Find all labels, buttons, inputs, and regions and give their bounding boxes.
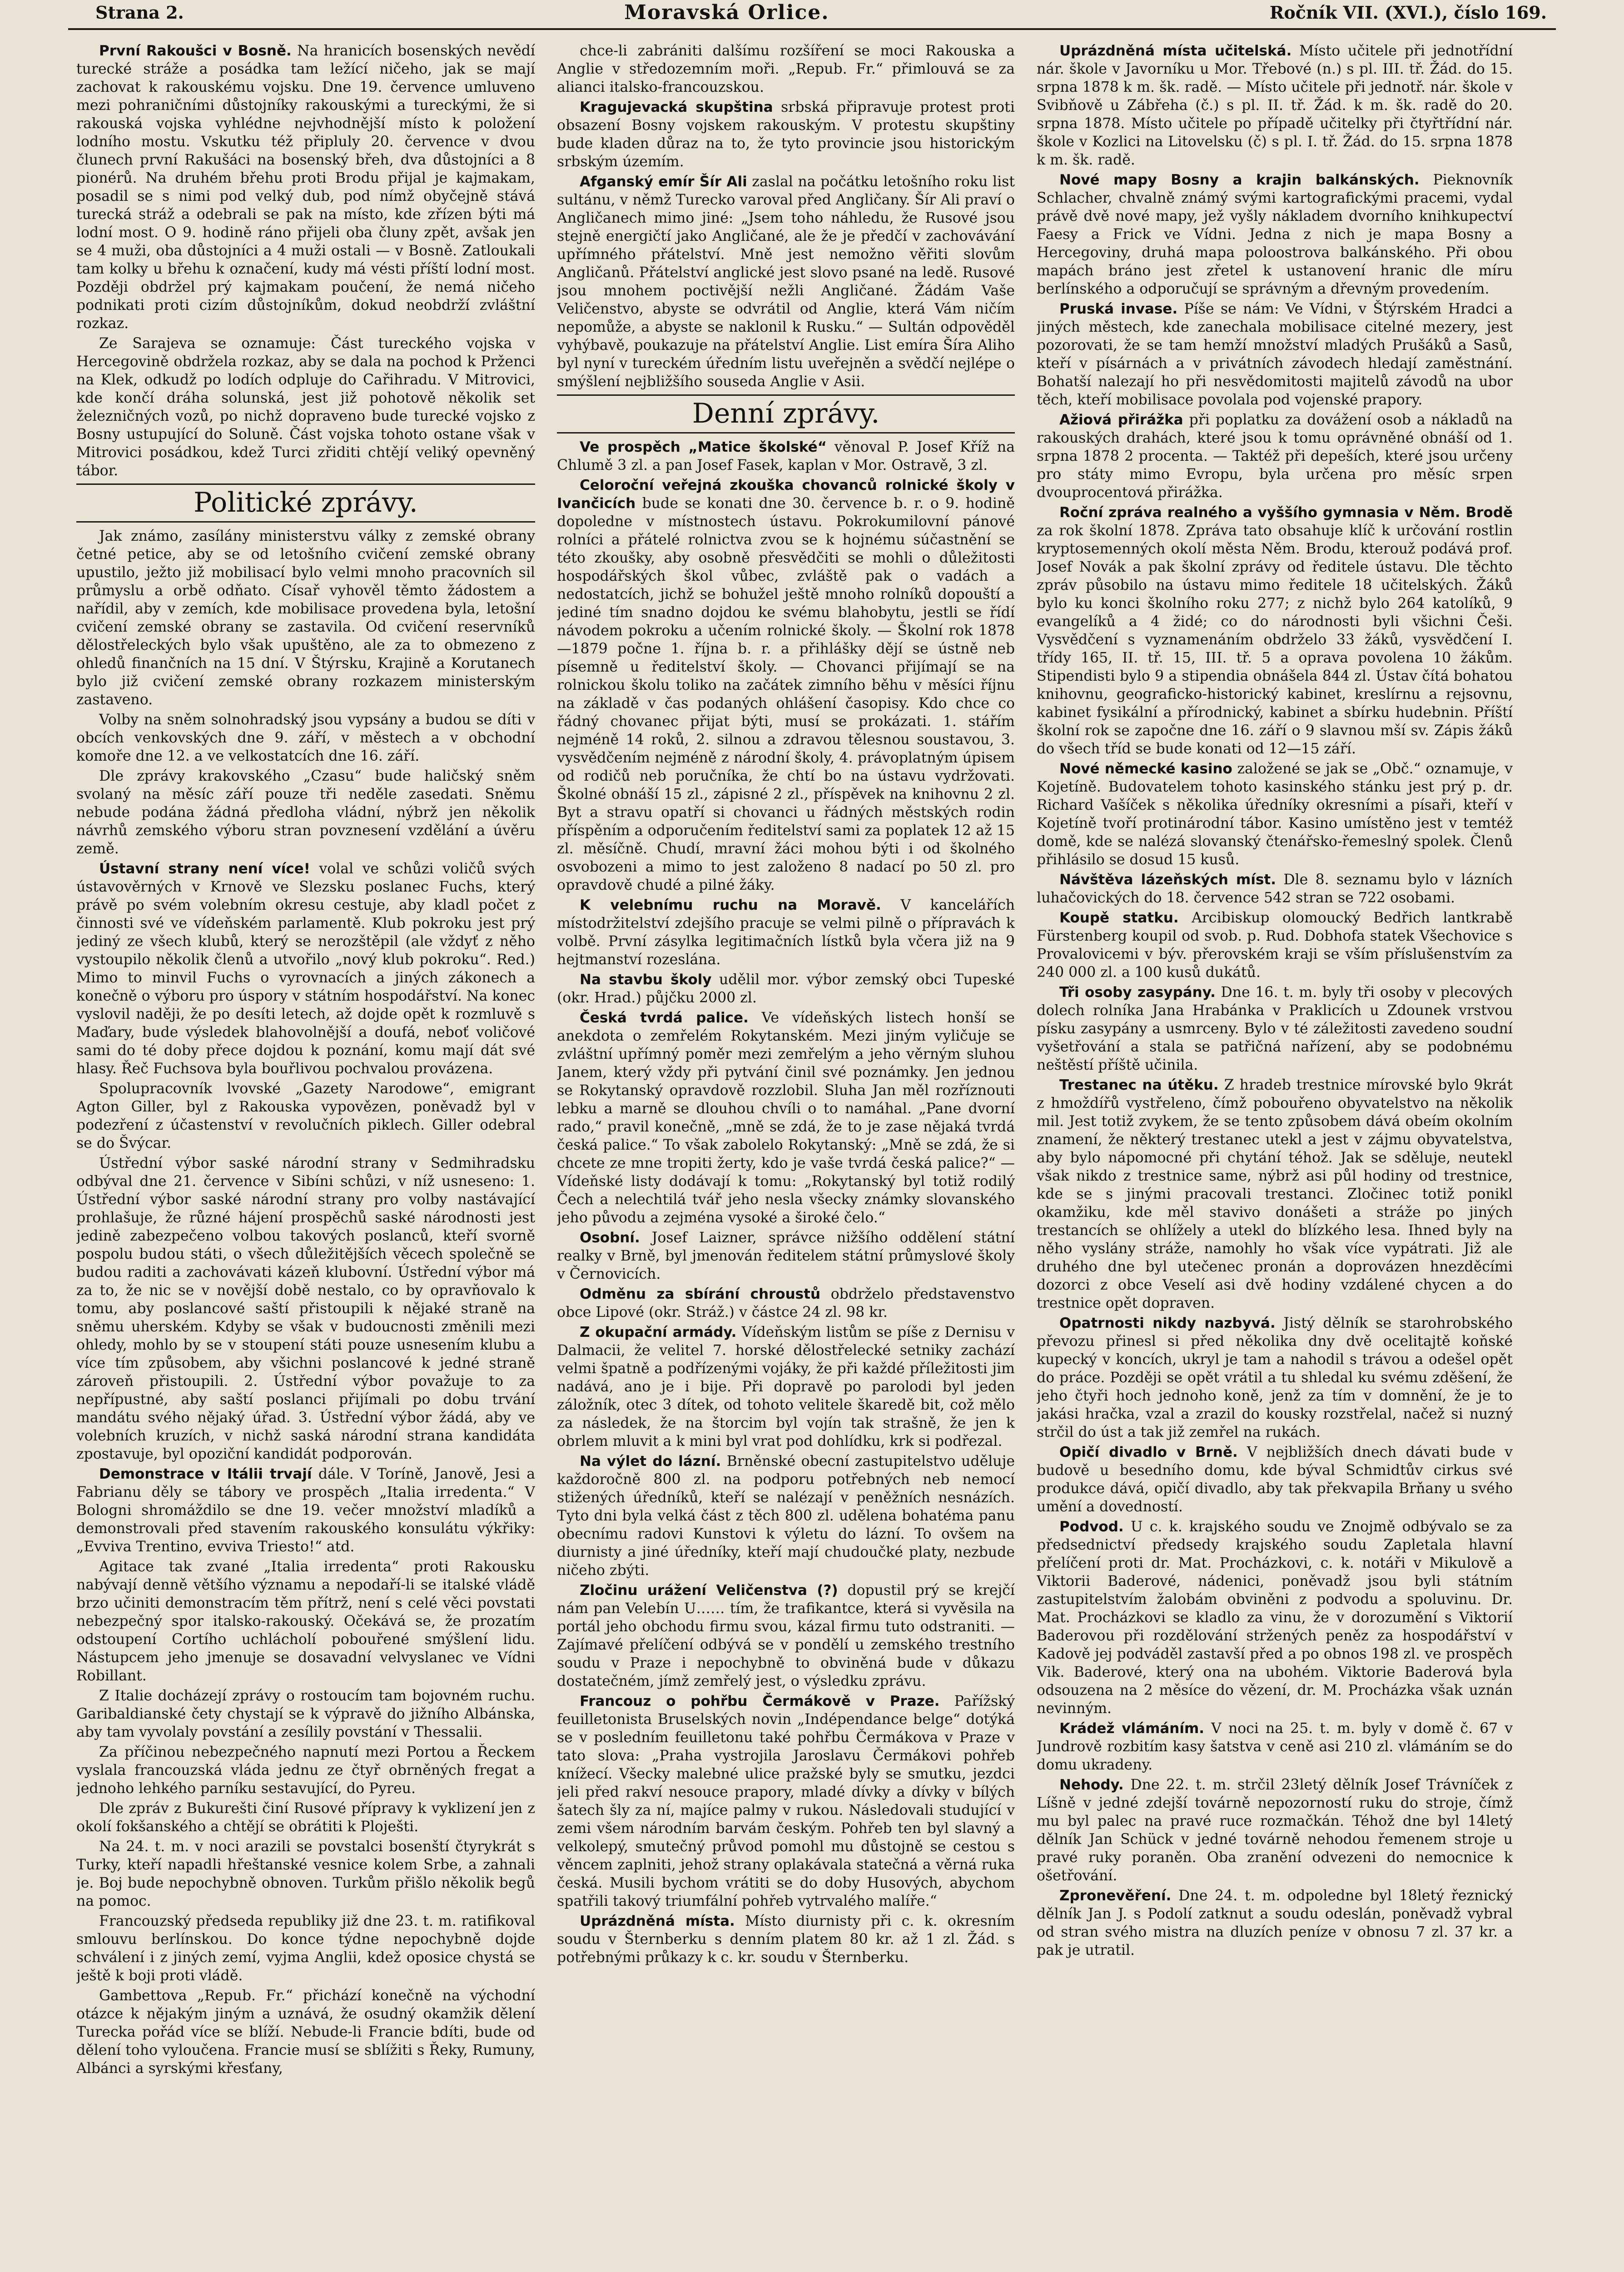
- article-heading: Celoroční veřejná zkouška chovanců rolnické školy v Ivančicích: [557, 477, 1015, 512]
- article-text: Dle zprávy krakovského „Czasu“ bude haličský sněm svolaný na měsíc září pouze tři neděle zasedati. Sněmu nebude podána žádná předloha vládní, nýbrž jen několik návrhů zemského výboru stran povznesení vzdělání a úvěru země.: [76, 768, 535, 857]
- article-paragraph: [76, 860, 535, 1078]
- article-text: Gambettova „Repub. Fr.“ přichází konečně na východní otázce k nějakým jiným a uznává, že osudný okamžik dělení Turecka pořád více se blíží. Nebude-li Francie bdíti, bude od dělení toho vyloučena. Francie musí se sblížiti s Řeky, Rumuny, Albánci a syrskými křesťany,: [76, 1988, 535, 2077]
- newspaper-title: Moravská Orlice.: [624, 1, 829, 24]
- article-paragraph: [557, 173, 1015, 391]
- article-text: za rok školní 1878. Zpráva tato obsahuje klíč k určování rostlin kryptosemenných okolí města Něm. Brodu, kterouž podává prof. Josef Novák a pak školní zprávy od ředitele ústavu. Dle těchto zpráv působilo na ústavu mimo ředitele 18 učitelských. Žáků bylo ku konci školního roku 277; z nichž bylo 264 katolíků, 9 evangelíků a 4 židé; co do národnosti byli všichni Češi. Vysvědčení s vyznamenáním obdrželo 33 žáků, vysvědčení I. třídy 165, II. tř. 15, III. tř. 5 a oprava povolena 10 žákům. Stipendisti bylo 9 a stipendia obnášela 844 zl. Ústav čítá bohatou knihovnu, geograficko-historický kabinet, kreslírnu a rejsovnu, kabinet fysikální a přírodnický, kabinet a sbírku hudebnin. Příští školní rok se započne dne 16. září o 9 slavnou mší sv. Zápis žáků do všech tříd se bude konati od 12—15 září.: [1037, 523, 1513, 757]
- article-text: Spolupracovník lvovské „Gazety Narodowe“, emigrant Agton Giller, byl z Rakouska vypovězen, poněvadž byl v podezření z účastenství v revolučních piklech. Giller odebral se do Švýcar.: [76, 1081, 535, 1151]
- article-text: Z hradeb trestnice mírovské bylo 9krát z hmoždířů vystřeleno, čímž pobouřeno obyvatelstvo na několik mil. Jest totiž zvykem, že se tento způsobem dává obeím okolním znamení, že některý trestanec utekl a jest v zájmu obyvatelstva, aby bylo nápomocné při chytání téhož. Jak se sděluje, neutekl však nikdo z trestnice same, nýbrž asi půl hodiny od trestnice, kde se s jinými pracovali trestanci. Zločinec totiž ponikl okamžiku, kde měl stavivo donášeti a stráže po jiných trestancích se ohlížely a utekl do blízkého lesa. Ihned byly na něho vyslány stráže, namohly ho však více vypátrati. Již ale druhého dne byl utečenec pronán a doprovázen hnezděcími dozorci z obce Veselí asi dvě hodiny vzdálené chycen a do trestnice opět dopraven.: [1037, 1077, 1513, 1311]
- article-heading: Uprázdněná místa učitelská.: [1059, 43, 1292, 59]
- article-text: Dle zpráv z Bukurešti činí Rusové přípravy k vyklizení jen z okolí fokšanského a chtějí se obrátiti k Ploješti.: [76, 1800, 535, 1835]
- article-heading: Nové německé kasino: [1059, 761, 1232, 777]
- article-paragraph: [557, 476, 1015, 894]
- article-heading: Opatrnosti nikdy nazbyvá.: [1059, 1315, 1276, 1331]
- article-heading: Koupě statku.: [1059, 910, 1179, 926]
- article-heading: Zpronevěření.: [1059, 1888, 1172, 1904]
- article-paragraph: [1037, 1776, 1513, 1885]
- article-text: Z Italie docházejí zprávy o rostoucím tam bojovném ruchu. Garibaldianské čety chystají se k výpravě do jižního Albánska, aby tam vyvolaly povstání a zesílily povstání v Thessalii.: [76, 1688, 535, 1740]
- article-paragraph: [76, 42, 535, 333]
- article-heading: Uprázdněná místa.: [580, 1913, 735, 1929]
- article-text: Josef Laizner, správce nižšího oddělení státní realky v Brně, byl jmenován ředitelem státní průmyslové školy v Černovicích.: [557, 1230, 1015, 1282]
- article-text: Jistý dělník se starohrobského převozu přinesl si před několika dny dvě ocelitajtě koňské kupecký v koncích, ukryl je tam a nahodil s trávou a odešel opět do práce. Později se opět vrátil a tu shledal ku svému zděšení, že jeho čtyři hoch jednoho koně, jenž za tím v domnění, že je to jakási hračka, vzal a zrazil do kousky rozstřelal, načež si nuzný strčil do úst a tak již zemřel na rukách.: [1037, 1315, 1513, 1440]
- section-heading: Politické zprávy.: [76, 483, 535, 523]
- article-text: V nejbližších dnech dávati bude v budově u besedního domu, kde býval Schmidtův cirkus své produkce dává, opičí divadlo, aby tak překvapila Brňany u svého umění a dovedností.: [1037, 1444, 1513, 1515]
- article-text: Jak známo, zasílány ministerstvu války z zemské obrany četné petice, aby se od letošního cvičení zemské obrany upustilo, ježto již mobilisací bylo velmi mnoho pracovních sil průmyslu a orbě odňato. Císař vyhověl těmto žádostem a nařídil, aby v zemích, kde mobilisace provedena byla, letošní cvičení zemské obrany se zastavila. Od cvičení reservníků dělostřeleckých bylo však upuštěno, ale za to obmezeno z ohledů finančních na 15 dní. V Štýrsku, Krajině a Korutanech bylo již cvičení zemské obrany rozkazem ministerským zastaveno.: [76, 528, 535, 708]
- article-text: Ústřední výbor saské národní strany v Sedmihradsku odbýval dne 21. července v Sibíni schůzi, v níž usneseno: 1. Ústřední výbor saské národní strany pro volby nastávající prohlašuje, že různé hájení prospěchů saské národnosti jest jedině zabezpečeno volbou takových poslanců, kteří svorně pospolu budou státi, o všech důležitějších věcech společně se budou raditi a zachovávati kázeň klubovní. Ústřední výbor má za to, že nic se v novější době nestalo, co by opravňovalo k tomu, aby poslancové saští přistoupili k nějaké straně na sněmu uherském. Kdyby se však v budoucnosti změnili mezi ohledy, mohlo by se v stoupení státi pouze usnesením klubu a více tím způsobem, aby všichni poslancové k jedné straně zároveň přistoupili. 2. Ústřední výbor považuje to za nepřípustné, aby saští poslanci přijímali po dobu trvání mandátu svého nějaký úřad. 3. Ústřední výbor žádá, aby ve volebních kruzích, v nichž saská národní strana kandidáta zpostavuje, byl opoziční kandidát podporován.: [76, 1155, 535, 1462]
- article-paragraph: [1037, 171, 1513, 298]
- article-text: Ve vídeňských listech honší se anekdota o zemřelém Rokytanském. Mezi jiným vyličuje se zvláštní upřímný poměr mezi zemřelým a jeho věrným sluhou Janem, který vždy při pytvání činil své poznámky. Jen jednou se Rokytanský opravdově rozzlobil. Sluha Jan měl rozříznouti lebku a marně se dlouhou chvíli o to namáhal. „Pane dvorní rado,“ pravil konečně, „mně se zdá, že to je zase nějaká tvrdá česká palice.“ To však zabolelo Rokytanský: „Mně se zdá, že si chcete ze mne tropiti žerty, kdo je vaše tvrdá česká palice?“ — Vídeňské listy dodávají k tomu: „Rokytanský byl totiž rodilý Čech a nelechtilá tvář jeho nesla všecky známky slovanského jeho původu a zejména vysoké a široké čelo.“: [557, 1010, 1015, 1226]
- article-paragraph: [1037, 42, 1513, 169]
- article-paragraph: [76, 1799, 535, 1836]
- article-text: Vídeňským listům se píše z Dernisu v Dalmacii, že velitel 7. horské dělostřelecké setniky zachází velmi špatně a podřízenými vojáky, že při každé příležitosti jim nadává, ano je i bije. Při dopravě po parolodi byl jeden záložník, otec 3 dítek, od tohoto velitele škaredě bit, což mělo za následek, že na štorcim byl vojín tak strašně, že jen k obrlem mluvit a k mini byl vrat pod dohlídku, krk si podřezal.: [557, 1324, 1015, 1450]
- article-text: srbská připravuje protest proti obsazení Bosny vojskem rakouským. V protestu skupštiny bude kladen důraz na to, že tyto provincie jsou historickým srbským územím.: [557, 99, 1015, 170]
- article-paragraph: [557, 896, 1015, 969]
- article-paragraph: [76, 1080, 535, 1152]
- article-heading: Osobní.: [580, 1230, 640, 1246]
- article-heading: Opičí divadlo v Brně.: [1059, 1444, 1238, 1460]
- article-paragraph: [76, 527, 535, 709]
- article-text: Volby na sněm solnohradský jsou vypsány a budou se díti v obcích venkovských dne 9. září, v městech a v obchodní komoře dne 12. a ve velkostatcích dne 16. září.: [76, 712, 535, 764]
- article-text: udělil mor. výbor zemský obci Tupeské (okr. Hrad.) půjčku 2000 zl.: [557, 972, 1015, 1006]
- article-text: bude se konati dne 30. července b. r. o 9. hodině dopoledne v místnostech ústavu. Pokrokumilovní pánové rolníci a přátelé rolnictva zvou se k hojnému súčastnění se této zkoušky, aby osobně přesvědčiti se mohli o důležitosti hospodářských škol vůbec, zvláště pak o vadách a nedostatcích, jichž se bohužel ještě mnoho rolníků dopouští a jediné tím snadno dojdou ke svému blahobytu, jestli se řídí návodem pokroku a učením rolnické školy. — Školní rok 1878—1879 počne 1. října b. r. a přihlášky dějí se ústně neb písemně u ředitelství školy. — Chovanci přijímají se na rolnickou školu toliko na začátek zimního běhu v měsíci říjnu na základě v čas podaných ohlášení časopisy. Kdo chce co řádný chovanec přijat býti, musí se prokázati. 1. stářím nejméně 14 roků, 2. silnou a zdravou tělesnou soustavou, 3. vysvědčením nejméně z národní školy, 4. právoplatným úpisem od rodičů neb poručníka, že chtí bo na ústavu vydržovati. Školné obnáší 15 zl., zápisné 2 zl., příspěvek na knihovnu 2 zl. Byt a stravu opatří si chovanci u řádných městských rodin příspěním a odporučením ředitelství sami za poplatek 12 až 15 zl. měsíčně. Chudí, mravní žáci mohou býti i od školného osvobozeni a mimo to jest založeno 8 nadací po 50 zl. pro opravdově chudé a pilné žáky.: [557, 495, 1015, 893]
- article-heading: Demonstrace v Itálii trvají: [99, 1466, 312, 1482]
- page-number: Strana 2.: [95, 2, 184, 23]
- article-heading: Roční zpráva realného a vyššího gymnasia v Něm. Brodě: [1059, 504, 1513, 521]
- article-text: Píše se nám: Ve Vídni, v Štýrském Hradci a jiných městech, kde zanechala mobilisace citelné mezery, jest pozorovati, že se tam hemží množství mladých Prušáků a Sasů, kteří v písárnách a v privátních závodech hledají zaměstnání. Bohatší nalezají ho při nesvědomitosti majitelů závodů na ubor těch, kteří mobilisace povolala pod vojenské prapory.: [1037, 301, 1513, 408]
- article-text: dopustil prý se krejčí nám pan Velebín U…… tím, že trafikantce, která si vyvěsila na portál jeho obchodu firmu svou, kázal firmu tuto odstraniti. — Zajímavé přelíčení odbývá se v pondělí u zemského trestního soudu v Praze i nepochybně to obviněná bude v důkazu dostatečném, jímž zemřelý jest, o výsledku zprávu.: [557, 1582, 1015, 1689]
- article-text: Brněnské obecní zastupitelstvo uděluje každoročně 800 zl. na podporu potřebných neb nemocí stižených úředníků, kteří se nalézají v peněžních nesnázích. Tyto dni byla velká část z těch 800 zl. udělena bohatéma panu obecnímu radovi Kunstovi k výletu do lázní. To ovšem na diurnisty a jiné úředníky, kteří mají chudoučké platy, nezbude ničeho zbýti.: [557, 1453, 1015, 1579]
- article-heading: Odměnu za sbírání chroustů: [580, 1286, 821, 1302]
- article-heading: Afganský emír Šír Ali: [580, 174, 747, 190]
- article-paragraph: [76, 711, 535, 765]
- article-text: založené se jak se „Obč.“ oznamuje, v Kojetíně. Budovatelem tohoto kasinského stánku jest prý p. dr. Richard Vašíček s několika úředníky okresními a písaři, kteří v Kojetíně tvoří protinárodní tábor. Kasino umístěno jest v temtéž domě, kde se nalézá slovanský čtenářsko-řemeslný spolek. Členů přihlásilo se dosud 15 kusů.: [1037, 761, 1513, 868]
- article-heading: Francouz o pohřbu Čermákově v Praze.: [580, 1693, 940, 1709]
- article-paragraph: [1037, 1314, 1513, 1441]
- article-paragraph: [1037, 1887, 1513, 1959]
- article-text: Na hranicích bosenských nevědí turecké stráže a posádka tam ležící ničeho, jak se mají zachovat k rakouskému vojsku. Dne 19. července umluveno mezi pohraničními důstojníky rakouskými a tureckými, že si rakouská vojska vyhlédne nejvhodnější místo k položení lodního mostu. Vskutku též připluly 20. července v dvou člunech první Rakušáci na bosenský břeh, dva důstojníci a 8 pionérů. Na druhém břehu proti Brodu přijal je kajmakam, posadil se s nimi pod velký dub, pod nímž obyčejně stává turecká stráž a odebrali se pak na místo, kde zřízen býti má lodní most. O 9. hodině ráno přijeli oba čluny zpět, avšak jen se 4 muži, oba důstojníci a 4 muži ostali — v Bosně. Zatloukali tam kolky u břehu k označení, kudy má vésti příští lodní most. Později obdržel prý kajmakam poučení, že nemá ničeho podnikati proti cizím důstojníkům, dokud neobdrží zvláštní rozkaz.: [76, 43, 535, 332]
- article-heading: Z okupační armády.: [580, 1324, 737, 1340]
- article-heading: Na výlet do lázní.: [580, 1453, 721, 1470]
- article-text: zaslal na počátku letošního roku list sultánu, v němž Turecko varoval před Angličany. Šír Ali praví o Angličanech mimo jiné: „Jsem toho náhledu, že Rusové jsou stejně energičtí jako Angličané, ale že je předčí v zachovávání upřímného přátelství. Mně jest nemožno věřiti slovům Angličanů. Přátelství anglické jest slovo psané na ledě. Rusové jsou mnohem poctivější nežli Angličané. Žádám Vaše Veličenstvo, abyste se odvrátil od Anglie, která Vám ničím nepomůže, a abyste se naklonil k Rusku.“ — Sultán odpověděl vyhýbavě, poukazuje na přátelství Anglie. List emíra Šíra Aliho byl nyní v tureckém úředním listu uveřejněn a svědčí nejlépe o smýšlení nejbližšího souseda Anglie v Asii.: [557, 174, 1015, 390]
- article-paragraph: [557, 1692, 1015, 1910]
- article-paragraph: [557, 1323, 1015, 1450]
- article-paragraph: [557, 438, 1015, 474]
- columns: [76, 42, 1556, 2272]
- article-text: obdrželo představenstvo obce Lipové (okr. Stráž.) v částce 24 zl. 98 kr.: [557, 1286, 1015, 1320]
- article-paragraph: [557, 1229, 1015, 1283]
- article-heading: Krádež vlámáním.: [1059, 1720, 1205, 1737]
- column-3: [1037, 42, 1513, 2272]
- article-text: Dne 22. t. m. strčil 23letý dělník Josef Trávníček z Líšně v jedné zdejší továrně nepozorností ruku do stroje, čímž mu byl palec na pravé ruce rozmačkán. Téhož dne byl 14letý dělník Jan Schück v jedné továrně nehodou řemenem stroje u pravé ruky poraněn. Oba zranění odvezeni do nemocnice k ošetřování.: [1037, 1777, 1513, 1884]
- article-paragraph: [76, 1987, 535, 2078]
- article-text: Dle 8. seznamu bylo v lázních luhačovických do 18. července 542 stran se 722 osobami.: [1037, 872, 1513, 906]
- article-heading: Zločinu urážení Veličenstva (?): [580, 1582, 838, 1599]
- article-paragraph: [76, 334, 535, 480]
- article-text: V noci na 25. t. m. byly v domě č. 67 v Jundrově rozbitím kasy šatstva v ceně asi 210 zl. vlámáním se do domu ukradeny.: [1037, 1720, 1513, 1773]
- article-paragraph: [76, 767, 535, 858]
- article-heading: Ažiová přirážka: [1059, 412, 1183, 428]
- masthead: [95, 0, 1547, 25]
- article-text: Na 24. t. m. v noci arazili se povstalci bosenští čtyrykrát s Turky, kteří napadli hřeštanské vesnice kolem Srbe, a zahnali je. Boj bude nepochybně obnoven. Turkům přišlo několik begů na pomoc.: [76, 1839, 535, 1909]
- article-text: V kancelářích místodržitelství zdejšího pracuje se velmi pilně o přípravách k volbě. První zásylka legitimačních lístků byla včera již na 9 hejtmanství rozeslána.: [557, 897, 1015, 968]
- article-heading: Nehody.: [1059, 1777, 1124, 1793]
- article-paragraph: [1037, 871, 1513, 907]
- article-heading: K velebnímu ruchu na Moravě.: [580, 897, 881, 913]
- article-paragraph: [1037, 300, 1513, 409]
- article-paragraph: [76, 1465, 535, 1556]
- article-text: Za příčinou nebezpečného napnutí mezi Portou a Řeckem vyslala francouzská vláda jednu ze čtyř obrněných fregat a jednoho lehkého parníku sestavující, do Pyreu.: [76, 1744, 535, 1797]
- article-paragraph: [557, 1452, 1015, 1579]
- article-paragraph: [76, 1912, 535, 1985]
- article-text: Místo učitele při jednotřídní nár. škole v Javorníku u Mor. Třebové (n.) s pl. III. tř. Žád. do 15. srpna 1878 k m. šk. radě. — Místo učitele při jednotř. nár. škole v Svibňově u Zábřeha (č.) s pl. II. tř. Žád. k m. šk. radě do 20. srpna 1878. Místo učitele po případě učitelky při čtyřtřídní nár. škole v Kozlici na Litovelsku (č) s pl. I. tř. Žád. do 15. srpna 1878 k m. šk. radě.: [1037, 43, 1513, 168]
- article-paragraph: [557, 42, 1015, 96]
- article-paragraph: [1037, 1443, 1513, 1516]
- article-paragraph: [557, 98, 1015, 171]
- article-text: Arcibiskup olomoucký Bedřich lantkrabě Fürstenberg koupil od svob. p. Rud. Dobhofa statek Všechovice s Provalovicemi v býv. přerovském kraji se vším příslušenstvím za 240 000 zl. a 100 kusů dukátů.: [1037, 910, 1513, 981]
- article-text: věnoval P. Josef Kříž na Chlumě 3 zl. a pan Josef Fasek, kaplan v Mor. Ostravě, 3 zl.: [557, 439, 1015, 473]
- article-heading: Pruská invase.: [1059, 301, 1178, 317]
- column-2: [557, 42, 1015, 2272]
- article-heading: Tři osoby zasypány.: [1059, 984, 1216, 1001]
- article-text: při poplatku za dovážení osob a nákladů na rakouských drahách, které jsou k tomu oprávněné obnáší od 1. srpna 1878 2 procenta. — Taktéž při depeších, které jsou určeny pro státy mimo Evropu, byla určena pro měsíc srpen dvouprocentová přirážka.: [1037, 412, 1513, 501]
- column-1: [76, 42, 535, 2272]
- article-text: volal ve schůzi voličů svých ústavověrných v Krnově ve Slezsku poslanec Fuchs, který právě po svém volebním okresu cestuje, aby kladl počet z činnosti své ve vídeňském parlamentě. Klub pokroku jest prý jediný ze všech klubů, který se nerozštěpil (ale vždyť z něho vystoupilo několik členů a utvořilo „nový klub pokroku“. Red.) Mimo to minvil Fuchs o vyrovnacích a jiných zákonech a konečně o výboru pro úspory v státním hospodářství. Na konec vyslovil naději, že po desíti letech, až dojde opět k rozmluvě s Maďary, bude výsledek blahovolnější a doufá, neboť voličové sami do té doby přece dojdou k poznání, komu mají dát své hlasy. Řeč Fuchsova byla bouřlivou pochvalou provázena.: [76, 861, 535, 1077]
- article-paragraph: [76, 1558, 535, 1685]
- article-paragraph: [1037, 503, 1513, 758]
- article-text: Agitace tak zvané „Italia irredenta“ proti Rakousku nabývají denně většího významu a nepodaří-li se italské vládě brzo učiniti demonstracím těm přítrž, není s celé věci povstati nebezpečný spor italsko-rakouský. Očekává se, že prozatím odstoupení Cortího uchlácholí pobouřené smýšlení lidu. Nástupcem jeho jmenuje se dosavadní velvyslanec ve Vídni Robillant.: [76, 1559, 535, 1684]
- article-paragraph: [557, 1285, 1015, 1321]
- article-text: Dne 16. t. m. byly tři osoby v plecových dolech rolníka Jana Hrabánka v Praklicích u Zdounek vrstvou písku zasypány a usmrceny. Bylo v té záležitosti zavedeno soudní vyšetřování a stala se patřičná nařízení, aby se podobnému neštěstí příště učinila.: [1037, 984, 1513, 1073]
- article-text: Pieknovník Schlacher, chvalně známý svými kartografickými pracemi, vydal právě dvě nové mapy, jež vyšly nákladem dvorního knihkupectví Faesy a Frick ve Vídni. Jedna z nich je mapa Bosny a Hercegoviny, druhá mapa poloostrova balkánského. Při obou mapách bráno jest zřetel k ustanovení hranic dle míru berlínského a odporučují se správným a dřevným provedením.: [1037, 172, 1513, 297]
- article-heading: Podvod.: [1059, 1519, 1124, 1535]
- article-paragraph: [557, 1912, 1015, 1967]
- article-heading: První Rakoušci v Bosně.: [99, 43, 292, 59]
- article-paragraph: [1037, 411, 1513, 502]
- article-text: Ze Sarajeva se oznamuje: Část tureckého vojska v Hercegovině obdržela rozkaz, aby se dala na pochod k Prženci na Klek, odkudž po lodích odpluje do Cařihradu. V Mitrovici, kde končí dráha solunská, jest již pohotově několik set železničných vozů, po nichž dopraveno bude turecké vojsko z Bosny ustupující do Soluně. Část vojska tohoto ostane však v Mitrovici posádkou, kdež Turci zřiditi chtějí veliký opevněný tábor.: [76, 335, 535, 479]
- article-heading: Ve prospěch „Matice školské“: [580, 439, 827, 455]
- article-heading: Trestanec na útěku.: [1059, 1077, 1219, 1093]
- article-paragraph: [557, 1009, 1015, 1227]
- article-paragraph: [76, 1838, 535, 1910]
- issue-label: Ročník VII. (XVI.), číslo 169.: [1269, 2, 1547, 23]
- section-heading: Denní zprávy.: [557, 394, 1015, 433]
- article-paragraph: [1037, 1719, 1513, 1774]
- article-paragraph: [76, 1154, 535, 1463]
- article-text: Místo diurnisty při c. k. okresním soudu v Šternberku s denním platem 80 kr. až 1 zl. Žád. s potřebnými průkazy k c. kr. soudu v Šternberku.: [557, 1913, 1015, 1966]
- article-heading: Ústavní strany není více!: [99, 861, 310, 877]
- article-text: chce-li zabrániti dalšímu rozšíření se moci Rakouska a Anglie v středozemním moři. „Repub. Fr.“ přimlouvá se za alianci italsko-francouzskou.: [557, 43, 1015, 95]
- article-paragraph: [1037, 983, 1513, 1074]
- article-heading: Na stavbu školy: [580, 972, 712, 988]
- article-heading: Česká tvrdá palice.: [580, 1010, 749, 1026]
- article-paragraph: [1037, 909, 1513, 982]
- article-text: dále. V Toríně, Janově, Jesi a Fabrianu děly se tábory ve prospěch „Italia irredenta.“ V Bologni shromáždilo se dne 19. večer množství mladíků a demonstrovali před stavením rakouského konsulátu výkřiky: „Evviva Trentino, evviva Triesto!“ atd.: [76, 1466, 535, 1555]
- article-paragraph: [1037, 1518, 1513, 1718]
- article-paragraph: [557, 971, 1015, 1007]
- article-paragraph: [1037, 1076, 1513, 1312]
- article-heading: Kragujevacká skupština: [580, 99, 773, 115]
- article-paragraph: [557, 1581, 1015, 1690]
- article-paragraph: [76, 1687, 535, 1741]
- article-text: U c. k. krajského soudu ve Znojmě odbývalo se za předsednictví předsedy krajského soudu Zapletala hlavní přelíčení proti dr. Mat. Procházkovi, c. k. notáři v Mikulově a Viktorii Baderové, nádenici, poněvadž jsou byli státním zastupitelstvím žalobám obviněni z podvodu a spoluvinu. Dr. Mat. Procházkovi se kladlo za vinu, že v dorozumění s Viktorií Baderovou při rozdělování stržených peněz za hospodářství v Kadově jej podváděl zastavší před a po obnos 198 zl. ve prospěch Vik. Baderové, který ona na ubohém. Viktorie Baderová byla odsouzena na 2 měsíce do vězení, dr. M. Procházka však uznán nevinným.: [1037, 1519, 1513, 1717]
- article-paragraph: [1037, 760, 1513, 869]
- article-paragraph: [76, 1743, 535, 1798]
- article-text: Pařížský feuilletonista Bruselských novin „Indépendance belge“ dotýká se v posledním feuilletonu také pohřbu Čermákova v Praze v tato slova: „Praha vystrojila Jaroslavu Čermákovi pohřeb knížecí. Všecky malebné ulice pražské byly se smutku, jezdci jeli před rakví nesouce prapory, mladé dívky a dívky v bílých šatech šly za ní, majíce palmy v rukou. Následovali studující v zemi všem národním barvám českým. Pohřeb ten byl slavný a velkolepý, smutečný průvod pomohl mu důstojně se cestou s věncem zaplniti, jehož strany oplakávala statečná a věrná ruka česká. Musili bychom vrátiti se do doby Husových, abychom spatřili takový triumfální pohřeb vytrvalého malíře.“: [557, 1693, 1015, 1909]
- article-text: Dne 24. t. m. odpoledne byl 18letý řeznický dělník Jan J. s Podolí zatknut a soudu odeslán, poněvadž vybral od stran svého mistra na dluzích peníze v obnosu 7 zl. 37 kr. a pak je utratil.: [1037, 1888, 1513, 1958]
- article-heading: Nové mapy Bosny a krajin balkánských.: [1059, 172, 1420, 188]
- header-rule: [68, 28, 1556, 30]
- article-text: Francouzský předseda republiky již dne 23. t. m. ratifikoval smlouvu berlínskou. Do konce týdne nepochybně dojde schválení i z jiných zemí, vyjma Anglii, kdež oposice chystá se ještě k boji proti vládě.: [76, 1913, 535, 1984]
- article-heading: Návštěva lázeňských míst.: [1059, 872, 1276, 888]
